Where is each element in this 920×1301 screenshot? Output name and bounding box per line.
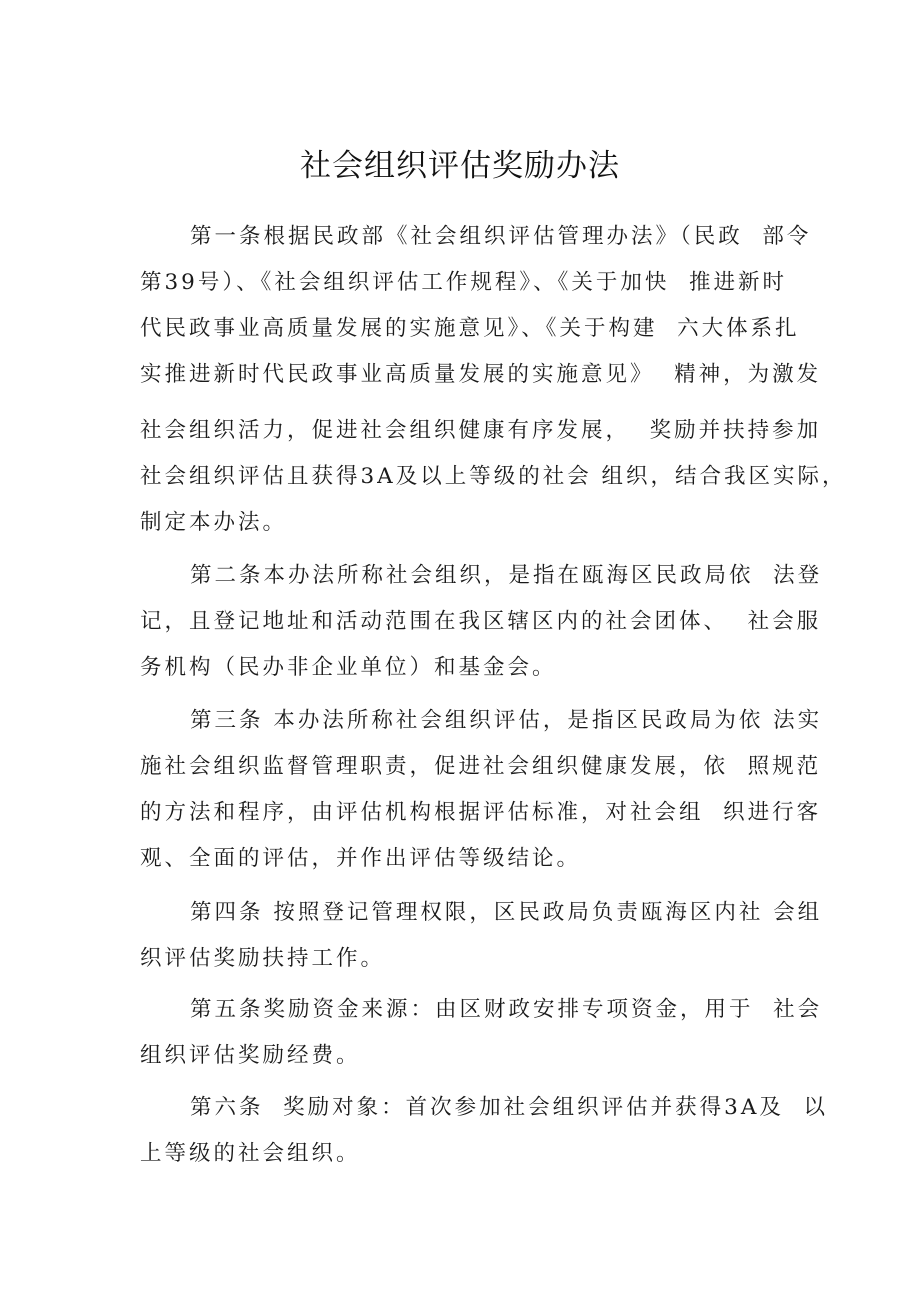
paragraph-2-line-3: 务机构（民办非企业单位）和基金会。 [140, 655, 557, 680]
paragraph-2-line-2: 记，且登记地址和活动范围在我区辖区内的社会团体、 社会服 [140, 609, 822, 634]
paragraph-5-line-1: 第五条奖励资金来源：由区财政安排专项资金，用于 社会 [190, 997, 823, 1022]
paragraph-1-line-3: 代民政事业高质量发展的实施意见》、《关于构建 六大体系扎 [140, 316, 800, 341]
paragraph-3-line-1: 第三条 本办法所称社会组织评估，是指区民政局为依 法实 [190, 708, 823, 733]
paragraph-6-line-1: 第六条 奖励对象：首次参加社会组织评估并获得3A及 以 [190, 1095, 829, 1120]
paragraph-4-line-2: 织评估奖励扶持工作。 [140, 946, 386, 971]
paragraph-3-line-2: 施社会组织监督管理职责，促进社会组织健康发展，依 照规范 [140, 754, 822, 779]
paragraph-1-line-2: 第39号）、《社会组织评估工作规程》、《关于加快 推进新时 [140, 270, 788, 295]
paragraph-3-line-3: 的方法和程序，由评估机构根据评估标准，对社会组 织进行客 [140, 800, 822, 825]
paragraph-6-line-2: 上等级的社会组织。 [140, 1141, 361, 1166]
paragraph-5-line-2: 组织评估奖励经费。 [140, 1043, 361, 1068]
paragraph-1-line-5: 社会组织活力，促进社会组织健康有序发展， 奖励并扶持参加 [140, 418, 822, 443]
paragraph-4-line-1: 第四条 按照登记管理权限，区民政局负责瓯海区内社 会组 [190, 900, 823, 925]
paragraph-2-line-1: 第二条本办法所称社会组织，是指在瓯海区民政局依 法登 [190, 563, 823, 588]
paragraph-1-line-4: 实推进新时代民政事业高质量发展的实施意见》 精神，为激发 [140, 362, 822, 387]
document-title: 社会组织评估奖励办法 [300, 148, 620, 184]
paragraph-3-line-4: 观、全面的评估，并作出评估等级结论。 [140, 846, 582, 871]
paragraph-1-line-1: 第一条根据民政部《社会组织评估管理办法》（民政 部令 [190, 224, 812, 249]
paragraph-1-line-6: 社会组织评估且获得3A及以上等级的社会 组织，结合我区实际， [140, 464, 847, 489]
paragraph-1-line-7: 制定本办法。 [140, 510, 288, 535]
